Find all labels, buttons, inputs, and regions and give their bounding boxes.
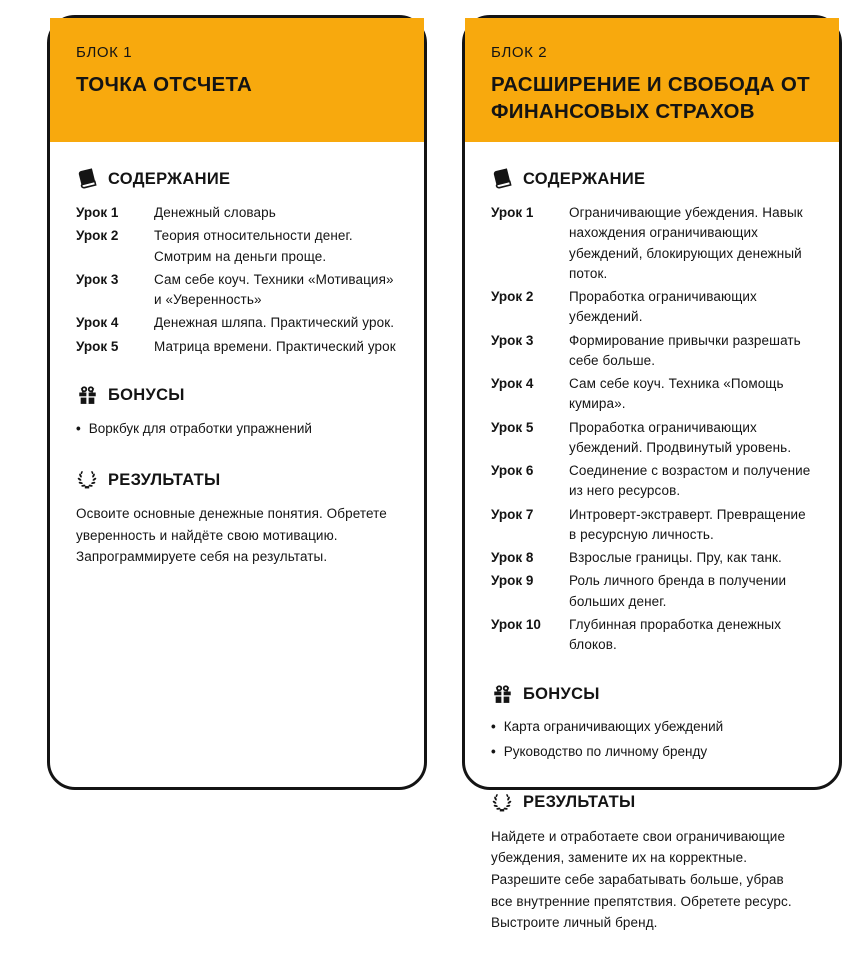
lesson-text: Глубинная проработка денежных блоков. — [569, 616, 782, 652]
lesson-label: Урок 2 — [491, 289, 534, 304]
card-block-1 — [47, 15, 427, 790]
bonus-item — [76, 419, 398, 439]
bonus-list — [491, 717, 813, 762]
lesson-label: Урок 3 — [491, 332, 534, 348]
laurel-wreath-icon — [76, 469, 98, 491]
laurel-wreath-icon — [491, 792, 513, 814]
contents-heading — [491, 168, 813, 190]
results-text: Освоите основные денежные понятия. Обретете уверенность и найдёте свою мотивацию. Запрограммируете себя на результаты. — [76, 506, 387, 565]
contents-heading-label: СОДЕРЖАНИЕ — [108, 169, 231, 188]
lesson-text: Интроверт-экстраверт. Превращение в ресурсную личность. — [569, 506, 806, 542]
gift-icon — [76, 385, 98, 407]
lesson-text: Ограничивающие убеждения. Навык нахождения ограничивающих убеждений, блокирующих денежный поток. — [569, 205, 803, 281]
lesson-text: Матрица времени. Практический урок — [154, 338, 396, 354]
book-icon — [76, 168, 98, 190]
results-heading — [491, 792, 813, 814]
card-2-header — [465, 18, 839, 142]
lesson-label: Урок 5 — [76, 338, 119, 354]
lesson-text: Денежный словарь — [154, 205, 276, 220]
lesson-label: Урок 5 — [491, 419, 534, 435]
lesson-label: Урок 4 — [491, 376, 534, 391]
card-1-body — [50, 142, 424, 787]
bonus-item — [491, 717, 813, 737]
lesson-text: Соединение с возрастом и получение из него ресурсов. — [569, 463, 811, 499]
bonuses-heading-label: БОНУСЫ — [523, 684, 600, 703]
lesson-text: Проработка ограничивающих убеждений. — [569, 289, 757, 325]
lesson-text: Сам себе коуч. Техники «Мотивация» и «Уверенность» — [154, 271, 394, 307]
block-title: ТОЧКА ОТСЧЕТА — [76, 73, 253, 96]
book-icon — [491, 168, 513, 190]
bonus-text: Карта ограничивающих убеждений — [503, 719, 724, 735]
bullet-glyph: • — [491, 743, 496, 759]
card-1-header — [50, 18, 424, 142]
results-heading-label: РЕЗУЛЬТАТЫ — [108, 470, 221, 489]
card-block-2 — [462, 15, 842, 931]
gift-icon — [491, 683, 513, 705]
lesson-text: Теория относительности денег. Смотрим на деньги проще. — [154, 228, 353, 264]
lesson-text: Формирование привычки разрешать себе больше. — [569, 332, 801, 368]
lesson-label: Урок 9 — [491, 573, 534, 589]
block-title: РАСШИРЕНИЕ И СВОБОДА ОТ ФИНАНСОВЫХ СТРАХОВ — [491, 73, 810, 123]
section-results — [491, 792, 813, 934]
lesson-text: Проработка ограничивающих убеждений. Продвинутый уровень. — [569, 419, 792, 455]
bonuses-heading — [491, 683, 813, 705]
bonus-text: Воркбук для отработки упражнений — [88, 420, 312, 436]
bonus-list — [76, 419, 398, 439]
bullet-glyph: • — [76, 420, 81, 436]
card-2-body — [465, 142, 839, 954]
lesson-label: Урок 7 — [491, 506, 534, 522]
block-label: БЛОК 2 — [491, 44, 548, 61]
lesson-label: Урок 2 — [76, 228, 119, 244]
section-contents — [491, 168, 813, 655]
contents-heading-label: СОДЕРЖАНИЕ — [523, 169, 646, 188]
lesson-list — [76, 203, 398, 357]
section-results — [76, 469, 398, 568]
results-heading-label: РЕЗУЛЬТАТЫ — [523, 793, 636, 812]
block-label: БЛОК 1 — [76, 44, 133, 61]
lesson-label: Урок 1 — [76, 205, 119, 220]
lesson-label: Урок 1 — [491, 205, 534, 220]
bonuses-heading — [76, 385, 398, 407]
lesson-list — [491, 203, 813, 655]
contents-heading — [76, 168, 398, 190]
lesson-text: Денежная шляпа. Практический урок. — [154, 315, 395, 331]
lesson-text: Сам себе коуч. Техника «Помощь кумира». — [569, 376, 784, 412]
bonus-text: Руководство по личному бренду — [503, 743, 708, 759]
lesson-text: Взрослые границы. Пру, как танк. — [569, 550, 782, 565]
lesson-label: Урок 6 — [491, 463, 534, 478]
bonus-item — [491, 742, 813, 762]
lesson-label: Урок 10 — [491, 616, 541, 632]
lesson-text: Роль личного бренда в получении больших денег. — [569, 573, 787, 609]
lesson-label: Урок 3 — [76, 271, 119, 287]
lesson-label: Урок 8 — [491, 550, 534, 565]
cards-row — [47, 15, 842, 931]
bullet-glyph: • — [491, 719, 496, 735]
section-contents — [76, 168, 398, 357]
results-heading — [76, 469, 398, 491]
section-bonuses — [76, 385, 398, 439]
section-bonuses — [491, 683, 813, 762]
lesson-label: Урок 4 — [76, 315, 119, 331]
bonuses-heading-label: БОНУСЫ — [108, 386, 185, 405]
results-text: Найдете и отработаете свои ограничивающие убеждения, замените их на корректные. Разрешите себе зарабатывать больше, убрав все внутренние препятствия. Обретете ресурс. Выстроите личный бренд. — [491, 828, 792, 931]
